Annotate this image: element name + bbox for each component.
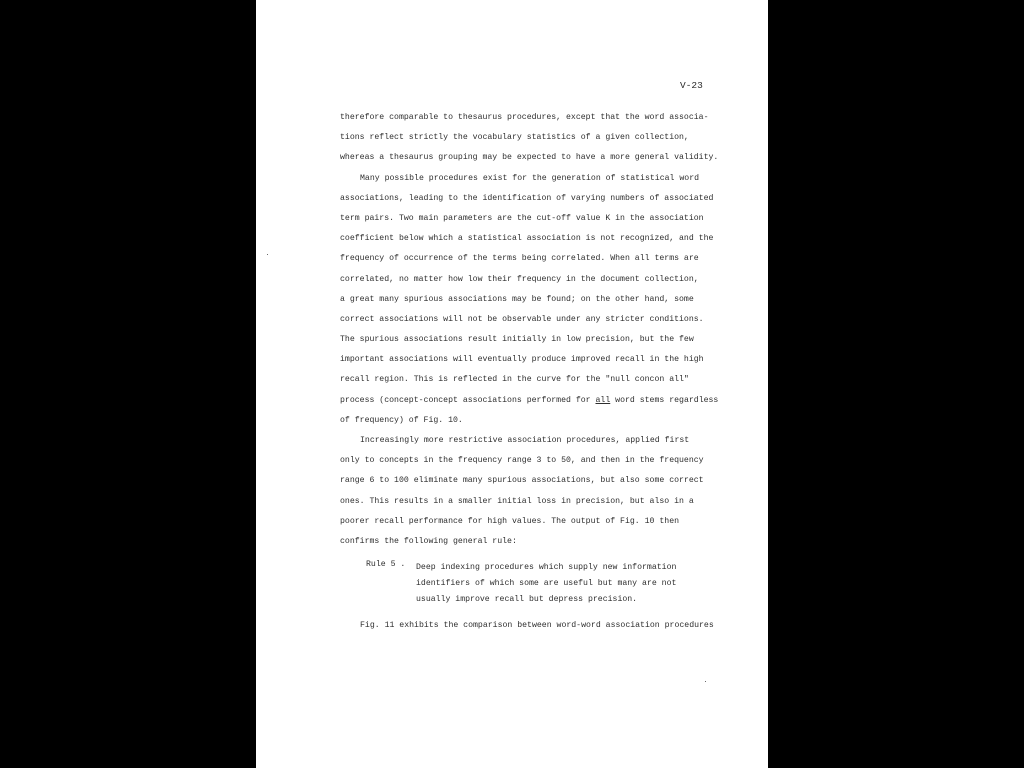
text-line: correlated, no matter how low their frequency in the document collection, [340,274,699,284]
text-line: ones. This results in a smaller initial loss in precision, but also in a [340,496,694,506]
text-line: therefore comparable to thesaurus procedures, except that the word associa- [340,113,709,122]
text-line: identifiers of which some are useful but many are not [416,579,677,589]
text-line: important associations will eventually produce improved recall in the high [340,355,704,365]
page-number: V-23 [680,80,703,91]
spacer [340,552,720,560]
text-line: The spurious associations result initially in low precision, but the few [340,335,694,345]
paragraph-3 [340,431,720,552]
text-line: only to concepts in the frequency range 3 to 50, and then in the frequency [340,456,704,466]
text-line: associations, leading to the identification of varying numbers of associated [340,193,714,203]
text-line: coefficient below which a statistical association is not recognized, and the [340,234,714,244]
scan-speck [705,681,706,682]
rule-block [340,560,720,608]
closing-line: Fig. 11 exhibits the comparison between word-word association procedures [360,621,714,631]
text-line: poorer recall performance for high values. The output of Fig. 10 then [340,516,680,526]
paragraph-1 [340,108,720,169]
spacer [340,608,720,616]
text-segment: process (concept-concept associations performed for [340,395,596,405]
body-text [340,108,720,636]
text-line: a great many spurious associations may be found; on the other hand, some [340,294,694,304]
text-line: Many possible procedures exist for the generation of statistical word [360,173,700,183]
text-line: usually improve recall but depress precision. [416,595,638,605]
underlined-word: all [595,395,611,405]
text-line: Increasingly more restrictive association procedures, applied first [360,436,690,445]
text-line: frequency of occurrence of the terms being correlated. When all terms are [340,254,699,264]
scan-speck [267,254,268,255]
text-line: tions reflect strictly the vocabulary statistics of a given collection, [340,133,689,143]
paragraph-2 [340,169,720,431]
text-segment: word stems regardless [610,395,719,405]
text-line: range 6 to 100 eliminate many spurious associations, but also some correct [340,476,704,486]
rule-text [416,560,676,608]
text-line: term pairs. Two main parameters are the cut-off value K in the association [340,213,704,223]
text-line: correct associations will not be observable under any stricter conditions. [340,314,704,324]
text-line: Deep indexing procedures which supply new information [416,563,677,573]
text-line: of frequency) of Fig. 10. [340,415,463,425]
text-line: recall region. This is reflected in the curve for the "null concon all" [340,375,689,385]
text-line: confirms the following general rule: [340,536,517,546]
text-line [340,391,720,411]
document-page [256,0,768,768]
text-line: whereas a thesaurus grouping may be expected to have a more general validity. [340,153,719,163]
rule-label: Rule 5 . [366,560,406,570]
